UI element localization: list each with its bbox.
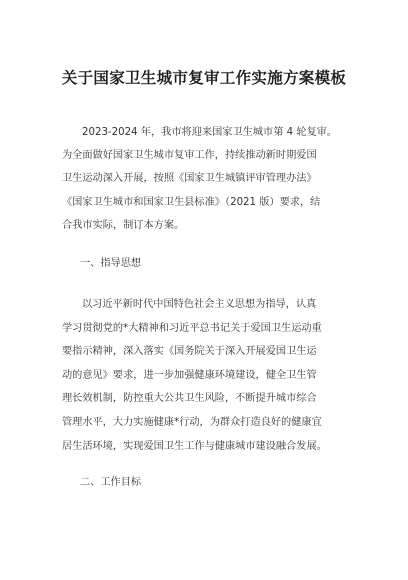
paragraph-line: 动的意见》要求，进一步加强健康环境建设，健全卫生管 xyxy=(62,369,317,381)
paragraph-line: 以习近平新时代中国特色社会主义思想为指导，认真 xyxy=(82,299,317,310)
paragraph-line: 学习贯彻党的*大精神和习近平总书记关于爱国卫生运动重 xyxy=(62,322,322,334)
paragraph-line: 理长效机制，防控重大公共卫生风险，不断提升城市综合 xyxy=(62,393,317,405)
document-title: 关于国家卫生城市复审工作实施方案模板 xyxy=(61,68,347,87)
section-heading-work-goals: 二、工作目标 xyxy=(80,477,142,488)
paragraph-line: 要指示精神，深入落实《国务院关于深入开展爱国卫生运 xyxy=(62,346,317,358)
paragraph-line: 《国家卫生城市和国家卫生县标准》（2021 版）要求，结 xyxy=(62,196,321,208)
paragraph-line: 2023-2024 年，我市将迎来国家卫生城市第 4 轮复审。 xyxy=(82,127,338,138)
paragraph-line: 卫生运动深入开展，按照《国家卫生城镇评审管理办法》 xyxy=(62,173,317,185)
paragraph-line: 为全面做好国家卫生城市复审工作，持续推动新时期爱国 xyxy=(62,150,317,162)
paragraph-line: 管理水平，大力实施健康*行动，为群众打造良好的健康宜 xyxy=(62,416,322,428)
guiding-ideology-paragraph xyxy=(62,293,362,458)
paragraph-line: 合我市实际，制订本方案。 xyxy=(62,219,185,231)
section-heading-guiding-ideology: 一、指导思想 xyxy=(80,258,142,269)
paragraph-line: 居生活环境，实现爱国卫生工作与健康城市建设融合发展。 xyxy=(62,440,327,452)
intro-paragraph xyxy=(62,121,362,237)
